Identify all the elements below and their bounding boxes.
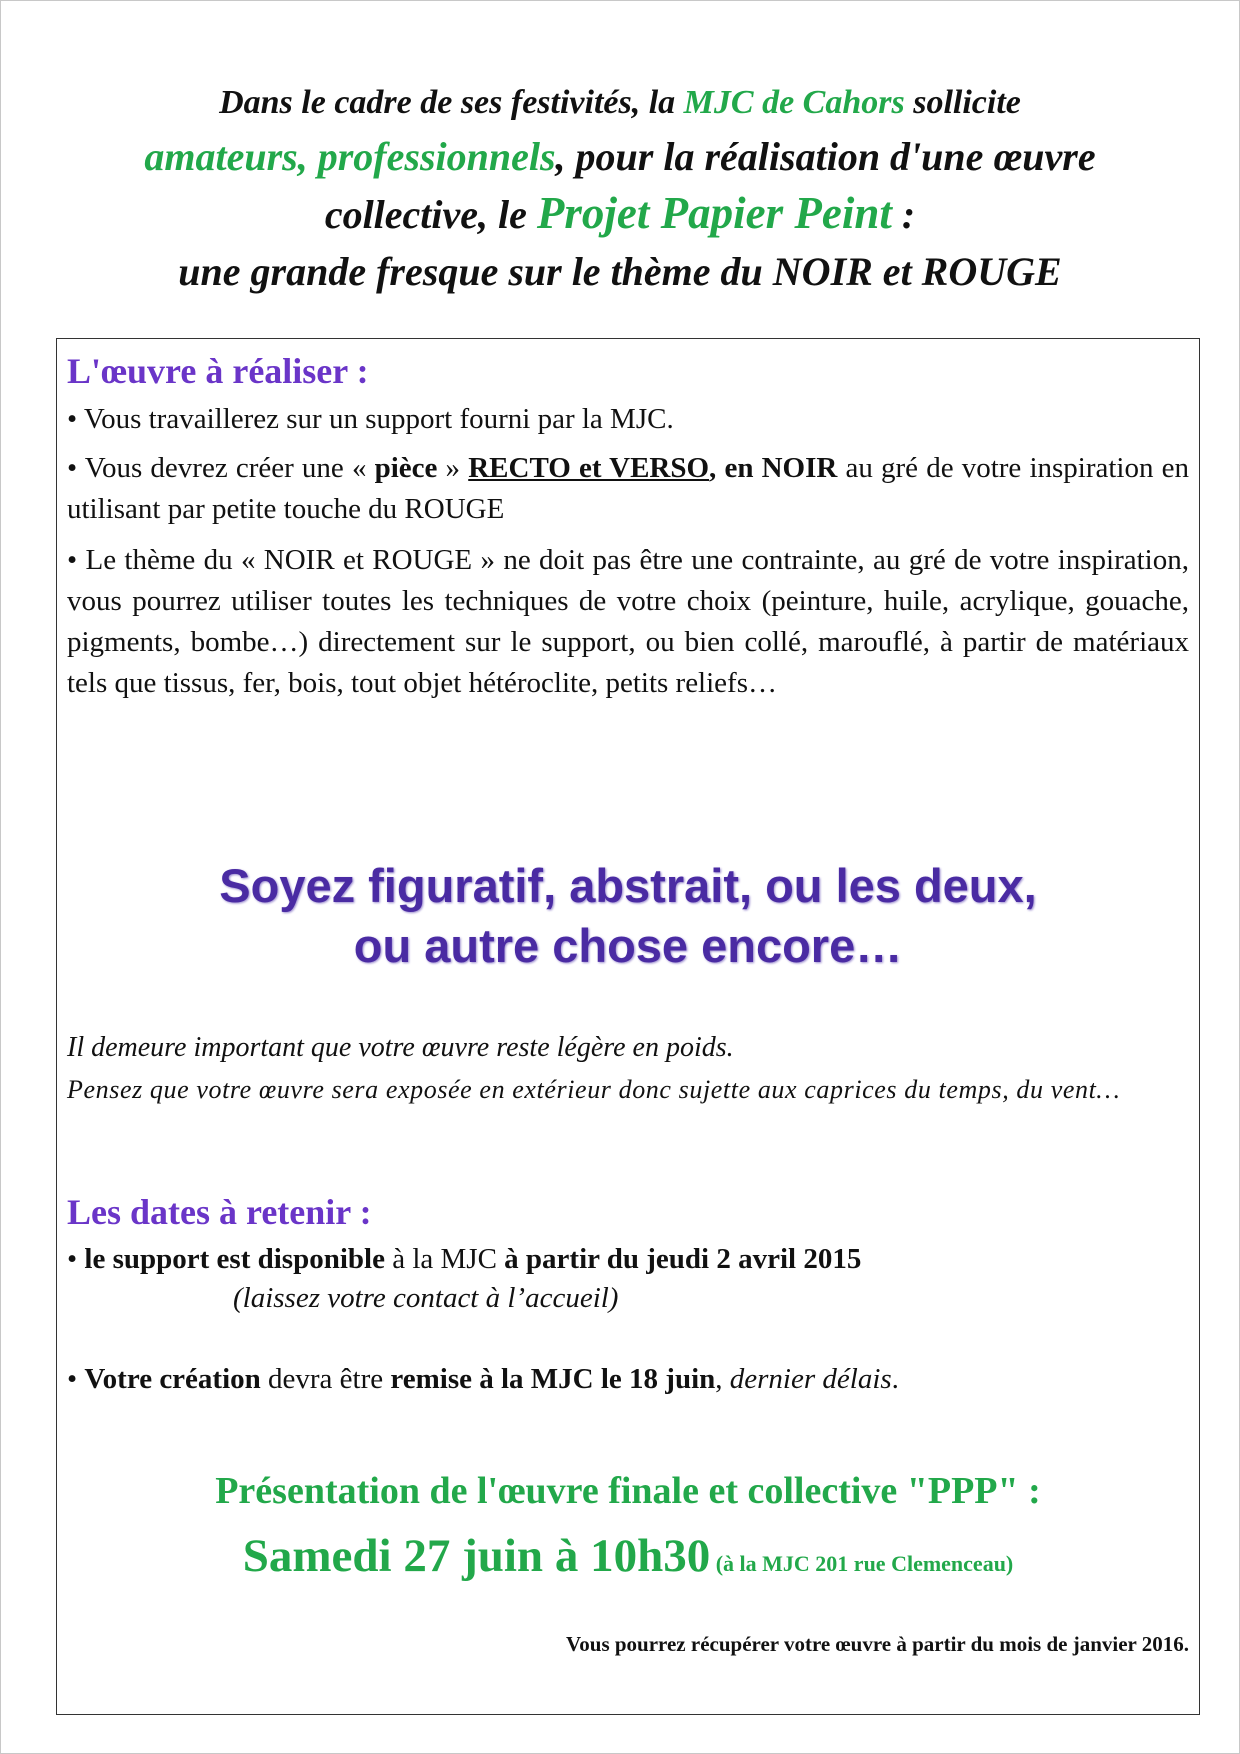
bullet-piece — [67, 448, 1189, 530]
mjc-name: MJC de Cahors — [683, 84, 905, 121]
date-support-note: (laissez votre contact à l’accueil) — [233, 1282, 619, 1314]
header-line-3 — [0, 185, 1240, 243]
deadline-note: dernier délais — [729, 1363, 892, 1395]
section-title-oeuvre: L'œuvre à réaliser : — [67, 351, 369, 391]
slogan-line-1: Soyez figuratif, abstrait, ou les deux, — [219, 859, 1037, 912]
bullet-text: » — [437, 452, 469, 484]
bullet-text: devra être — [260, 1363, 391, 1395]
emphasis-creation: Votre création — [84, 1363, 261, 1395]
slogan-line-2: ou autre chose encore… — [353, 919, 903, 972]
header — [0, 78, 1240, 300]
project-name: Projet Papier Peint — [536, 188, 892, 238]
section-title-dates: Les dates à retenir : — [67, 1192, 372, 1232]
emphasis-piece: pièce — [374, 452, 438, 484]
bullet-text: • Vous devrez créer une « — [67, 452, 375, 484]
bullet-text: à la MJC — [384, 1243, 505, 1275]
header-text: Dans le cadre de ses festivités, la — [219, 84, 684, 121]
bullet-text: , — [709, 452, 725, 484]
date-support — [67, 1239, 1189, 1280]
audience-highlight: amateurs, professionnels — [144, 134, 556, 179]
bullet-text: , — [715, 1363, 730, 1395]
content-box — [56, 338, 1200, 1715]
emphasis-support: le support est disponible — [84, 1243, 385, 1275]
bullet-text: • — [67, 1363, 85, 1395]
header-line-1 — [0, 78, 1240, 128]
emphasis-noir: en NOIR — [724, 452, 838, 484]
bullet-text: au gré de votre inspiration en utilisant par petite touche du ROUGE — [67, 452, 1190, 525]
bullet-text: • — [67, 1243, 85, 1275]
emphasis-date-start: à partir du jeudi 2 avril 2015 — [504, 1243, 862, 1275]
presentation-date — [67, 1529, 1189, 1583]
presentation-datetime: Samedi 27 juin à 10h30 — [242, 1530, 711, 1582]
footnote: Vous pourrez récupérer votre œuvre à partir du mois de janvier 2016. — [566, 1632, 1189, 1656]
bullet-theme: • Le thème du « NOIR et ROUGE » ne doit pas être une contrainte, au gré de votre inspiration, vous pourrez utiliser toutes les techniques de votre choix (peinture, huile, acrylique, gouache, pigments, bombe…) directement sur le support, ou bien collé, marouflé, à partir de matériaux tels que tissus, fer, bois, tout objet hétéroclite, petits reliefs… — [67, 544, 1189, 699]
bullet-support: • Vous travaillerez sur un support fourni par la MJC. — [67, 403, 674, 435]
presentation-address: (à la MJC 201 rue Clemenceau) — [710, 1551, 1014, 1576]
emphasis-recto-verso: RECTO et VERSO — [468, 452, 710, 484]
header-line-2 — [0, 128, 1240, 185]
header-text: : — [891, 192, 916, 237]
emphasis-deadline: remise à la MJC le 18 juin — [390, 1363, 716, 1395]
header-text: collective, le — [324, 192, 537, 237]
note-weight: Il demeure important que votre œuvre reste légère en poids. — [67, 1032, 734, 1063]
slogan — [67, 856, 1189, 976]
note-exterior: Pensez que votre œuvre sera exposée en extérieur donc sujette aux caprices du temps, du vent… — [67, 1075, 1121, 1104]
date-deadline — [67, 1359, 1189, 1400]
header-line-4: une grande fresque sur le thème du NOIR et ROUGE — [178, 249, 1062, 294]
header-text: sollicite — [904, 84, 1021, 121]
presentation-title: Présentation de l'œuvre finale et collective "PPP" : — [215, 1470, 1041, 1512]
bullet-text: . — [891, 1363, 899, 1395]
header-text: , pour la réalisation d'une œuvre — [555, 134, 1096, 179]
